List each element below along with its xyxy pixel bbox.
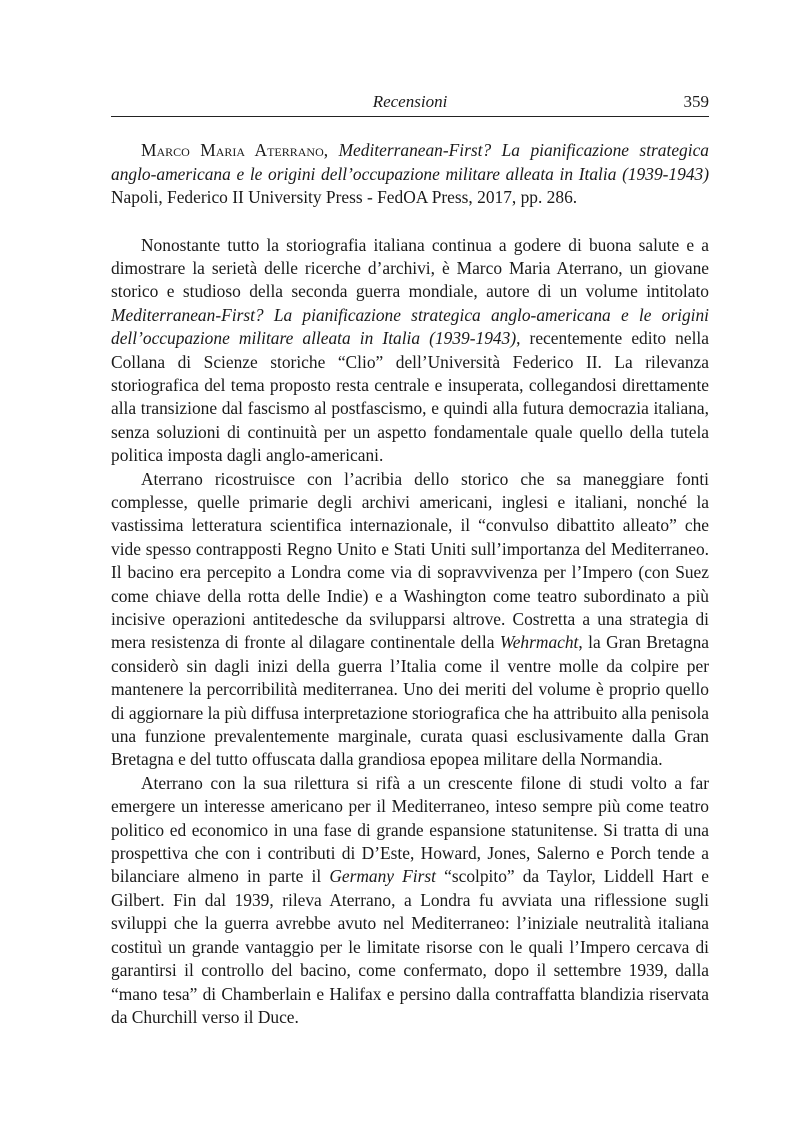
running-title: Recensioni [372,92,448,111]
paragraph-italic-text: Germany First [329,866,436,887]
paragraph-text: Aterrano ricostruisce con l’acribia dello storico che sa maneggiare fonti complesse, quelle primarie degli archivi americani, inglesi e italiani, nonché la vastissima letteratura scientifica internazionale, il “convulso dibattito alleato” che vide spesso contrapposti Regno Unito e Stati Uniti sull’importanza del Mediterraneo. Il bacino era percepito a Londra come via di sopravvivenza per l’Impero (con Suez come chiave della rotta delle Indie) e a Washington come teatro subordinato a più incisive operazioni antitedesche da svilupparsi altrove. Costretta a una strategia di mera resistenza di fronte al dilagare continentale della [111,468,709,653]
running-header [111,88,709,117]
review-book-title: Mediterranean-First? La pianificazione strategica anglo-americana e le origini dell’occupazione militare alleata in Italia (1939-1943) [111,140,709,184]
page-number: 359 [683,92,709,111]
book-page [111,88,709,1029]
review-author: Marco Maria Aterrano [141,140,324,160]
paragraph-italic-text: Wehrmacht [499,632,579,653]
citation-separator: , [323,140,339,160]
paragraph [111,772,709,1029]
review-publication: Napoli, Federico II University Press - FedOA Press, 2017, pp. 286. [111,187,578,207]
paragraph-text: Nonostante tutto la storiografia italiana continua a godere di buona salute e a dimostrare la serietà delle ricerche d’archivi, è Marco Maria Aterrano, un giovane storico e studioso della seconda guerra mondiale, autore di un volume intitolato [111,234,709,302]
review-body [111,234,709,1030]
paragraph-text: Aterrano con la sua rilettura si rifà a un crescente filone di studi volto a far emergere un interesse americano per il Mediterraneo, inteso sempre più come teatro politico ed economico in una fase di grande espansione statunitense. Si tratta di una prospettiva che con i contributi di D’Este, Howard, Jones, Salerno e Porch tende a bilanciare almeno in parte il [111,772,709,887]
paragraph-italic-text: Mediterranean-First? La pianificazione strategica anglo-americana e le origini dell’occupazione militare alleata in Italia (1939-1943) [111,304,709,349]
paragraph-text: , la Gran Bretagna considerò sin dagli inizi della guerra l’Italia come il ventre molle da colpire per mantenere la percorribilità mediterranea. Uno dei meriti del volume è proprio quello di aggiornare la più diffusa interpretazione storiografica che ha attribuito alla penisola una funzione prevalentemente marginale, curata quasi esclusivamente dalla Gran Bretagna e del tutto offuscata dalla grandiosa epopea militare della Normandia. [111,632,709,770]
paragraph [111,234,709,468]
review-citation [111,139,709,210]
paragraph-text: “scolpito” da Taylor, Liddell Hart e Gilbert. Fin dal 1939, rileva Aterrano, a Londra fu avviata una riflessione sugli sviluppi che la guerra avrebbe avuto nel Mediterraneo: l’iniziale neutralità italiana costituì un grande vantaggio per le limitate risorse con le quali l’Impero cercava di garantirsi il controllo del bacino, come confermato, dopo il settembre 1939, dalla “mano tesa” di Chamberlain e Halifax e persino dalla contraffatta blandizia riservata da Churchill verso il Duce. [111,866,709,1027]
paragraph [111,468,709,772]
paragraph-text: , recentemente edito nella Collana di Scienze storiche “Clio” dell’Università Federico II. La rilevanza storiografica del tema proposto resta centrale e insuperata, collegandosi direttamente alla transizione dal fascismo al postfascismo, e quindi alla futura democrazia italiana, senza soluzioni di continuità per un aspetto fondamentale quale quello della tutela politica imposta dagli anglo-americani. [111,328,709,466]
